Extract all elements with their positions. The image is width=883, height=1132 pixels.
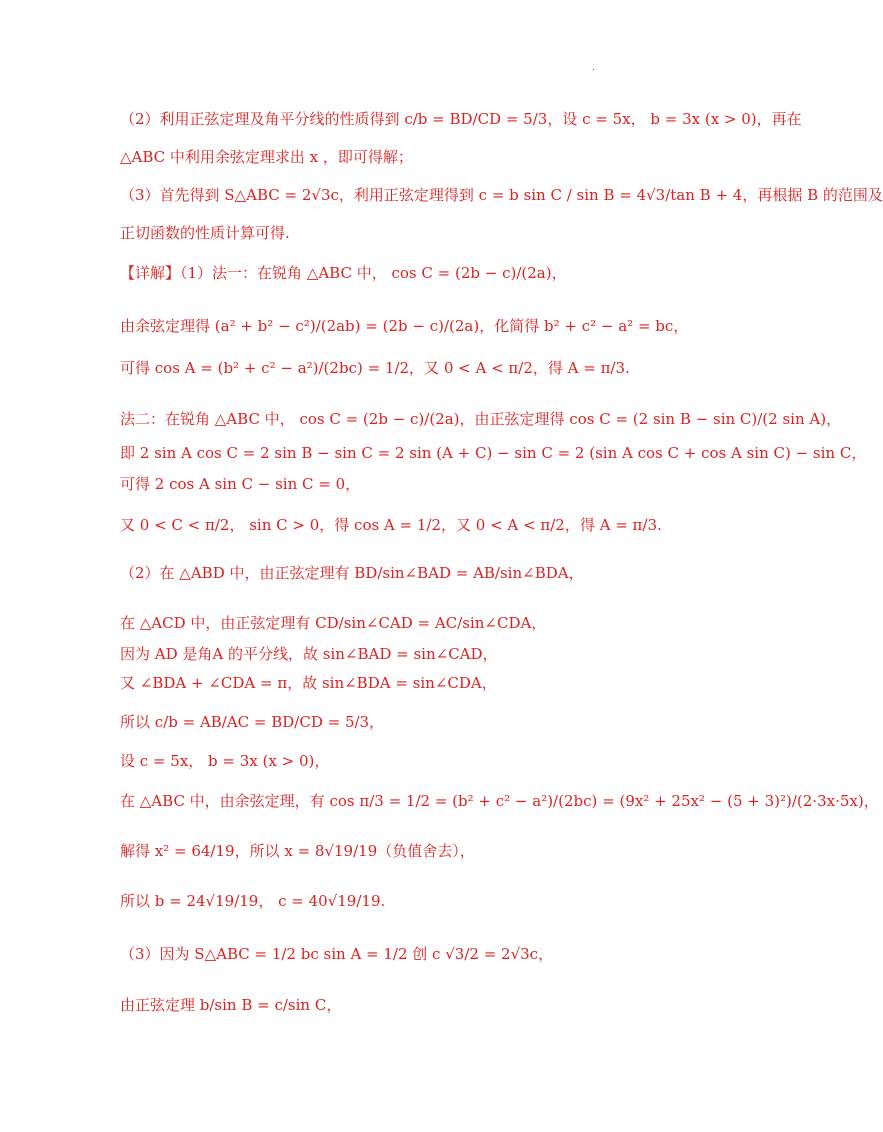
line-10: 可得 2 cos A sin C − sin C = 0， xyxy=(120,475,361,493)
line-2: △ABC 中利用余弦定理求出 x ，即可得解； xyxy=(120,148,413,166)
line-13: 在 △ACD 中，由正弦定理有 CD/sin∠CAD = AC/sin∠CDA， xyxy=(120,614,547,632)
line-1: （2）利用正弦定理及角平分线的性质得到 c/b = BD/CD = 5/3，设 c = 5x， b = 3x (x > 0)，再在 xyxy=(120,110,802,128)
line-11: 又 0 < C < π/2， sin C > 0，得 cos A = 1/2，又 0 < A < π/2，得 A = π/3. xyxy=(120,516,662,534)
line-15: 又 ∠BDA + ∠CDA = π，故 sin∠BDA = sin∠CDA， xyxy=(120,674,497,692)
line-4: 正切函数的性质计算可得. xyxy=(120,224,290,242)
line-16: 所以 c/b = AB/AC = BD/CD = 5/3， xyxy=(120,713,385,731)
corner-dot: . xyxy=(592,62,596,73)
line-3: （3）首先得到 S△ABC = 2√3c，利用正弦定理得到 c = b sin C / sin B = 4√3/tan B + 4，再根据 B 的范围及 xyxy=(120,186,883,204)
line-8: 法二：在锐角 △ABC 中， cos C = (2b − c)/(2a)，由正弦定理得 cos C = (2 sin B − sin C)/(2 sin A)， xyxy=(120,410,842,428)
line-20: 所以 b = 24√19/19， c = 40√19/19. xyxy=(120,892,386,910)
line-18: 在 △ABC 中，由余弦定理，有 cos π/3 = 1/2 = (b² + c² − a²)/(2bc) = (9x² + 25x² − (5 + 3)²)/(2·3x·5x)， xyxy=(120,792,879,810)
line-7: 可得 cos A = (b² + c² − a²)/(2bc) = 1/2，又 0 < A < π/2，得 A = π/3. xyxy=(120,359,630,377)
line-17: 设 c = 5x， b = 3x (x > 0)， xyxy=(120,752,330,770)
line-19: 解得 x² = 64/19，所以 x = 8√19/19（负值舍去）， xyxy=(120,842,475,860)
line-6: 由余弦定理得 (a² + b² − c²)/(2ab) = (2b − c)/(2a)，化简得 b² + c² − a² = bc， xyxy=(120,317,689,335)
line-12: （2）在 △ABD 中，由正弦定理有 BD/sin∠BAD = AB/sin∠BDA， xyxy=(120,564,584,582)
line-5: 【详解】（1）法一：在锐角 △ABC 中， cos C = (2b − c)/(2a)， xyxy=(120,264,567,282)
line-21: （3）因为 S△ABC = 1/2 bc sin A = 1/2 创 c √3/2 = 2√3c， xyxy=(120,945,554,963)
line-22: 由正弦定理 b/sin B = c/sin C， xyxy=(120,996,342,1014)
line-14: 因为 AD 是角A 的平分线，故 sin∠BAD = sin∠CAD， xyxy=(120,645,498,663)
line-9: 即 2 sin A cos C = 2 sin B − sin C = 2 sin (A + C) − sin C = 2 (sin A cos C + cos A sin C) − sin C， xyxy=(120,444,867,462)
